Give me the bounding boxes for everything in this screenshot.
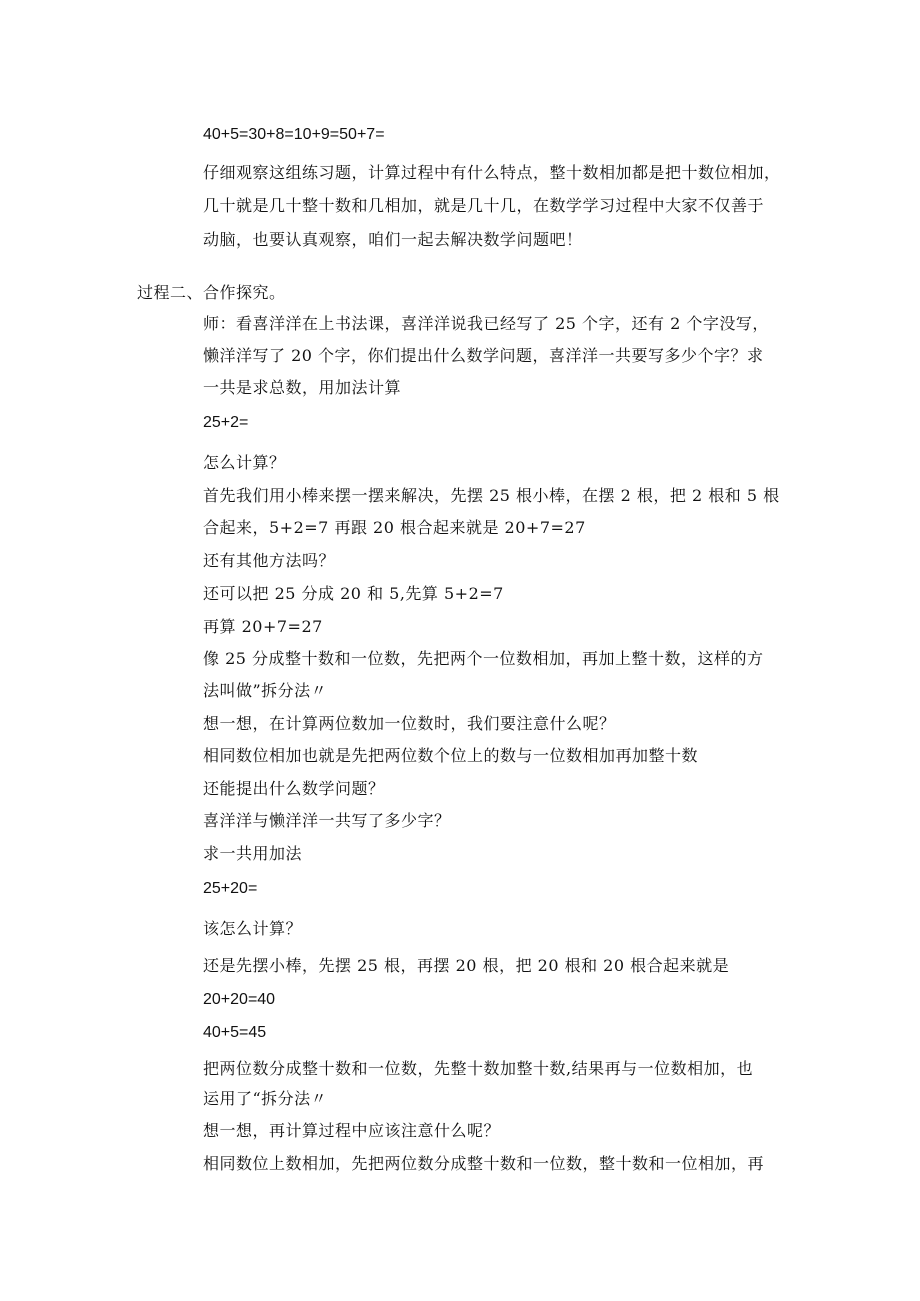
body-line: 还可以把 25 分成 20 和 5,先算 5+2=7 bbox=[203, 584, 504, 603]
intro-equations: 40+5=30+8=10+9=50+7= bbox=[203, 126, 385, 143]
body-line: 师：看喜洋洋在上书法课，喜洋洋说我已经写了 25 个字，还有 2 个字没写， bbox=[203, 314, 769, 333]
body-line: 喜洋洋与懒洋洋一共写了多少字？ bbox=[203, 811, 451, 830]
equation-line: 25+20= bbox=[203, 880, 258, 897]
body-line: 还有其他方法吗？ bbox=[203, 551, 336, 570]
body-line: 一共是求总数，用加法计算 bbox=[203, 378, 402, 397]
intro-paragraph-line-1: 仔细观察这组练习题，计算过程中有什么特点，整十数相加都是把十数位相加， bbox=[203, 163, 781, 182]
body-line: 怎么计算？ bbox=[203, 453, 286, 472]
body-line: 求一共用加法 bbox=[203, 844, 303, 863]
body-line: 相同数位相加也就是先把两位数个位上的数与一位数相加再加整十数 bbox=[203, 746, 699, 765]
body-line: 还能提出什么数学问题？ bbox=[203, 779, 385, 798]
body-line: 还是先摆小棒，先摆 25 根，再摆 20 根，把 20 根和 20 根合起来就是 bbox=[203, 956, 730, 975]
intro-paragraph-line-3: 动脑，也要认真观察，咱们一起去解决数学问题吧！ bbox=[203, 230, 583, 249]
equation-line: 40+5=45 bbox=[203, 1024, 267, 1041]
body-line: 把两位数分成整十数和一位数，先整十数加整十数,结果再与一位数相加，也 bbox=[203, 1059, 754, 1078]
equation-line: 25+2= bbox=[203, 414, 249, 431]
body-line: 想一想，再计算过程中应该注意什么呢？ bbox=[203, 1121, 501, 1140]
body-line: 像 25 分成整十数和一位数，先把两个一位数相加，再加上整十数，这样的方 bbox=[203, 649, 764, 668]
equation-line: 20+20=40 bbox=[203, 991, 276, 1008]
body-line: 懒洋洋写了 20 个字，你们提出什么数学问题，喜洋洋一共要写多少个字？求 bbox=[203, 346, 764, 365]
body-line: 想一想，在计算两位数加一位数时，我们要注意什么呢？ bbox=[203, 714, 616, 733]
section-heading: 过程二、合作探究。 bbox=[137, 283, 286, 302]
body-line: 首先我们用小棒来摆一摆来解决，先摆 25 根小棒，在摆 2 根，把 2 根和 5 根 bbox=[203, 486, 780, 505]
body-line: 运用了“拆分法〃 bbox=[203, 1089, 328, 1108]
body-line: 合起来，5+2=7 再跟 20 根合起来就是 20+7=27 bbox=[203, 518, 586, 537]
intro-paragraph-line-2: 几十就是几十整十数和几相加，就是几十几，在数学学习过程中大家不仅善于 bbox=[203, 196, 765, 215]
body-line: 相同数位上数相加，先把两位数分成整十数和一位数，整十数和一位相加，再 bbox=[203, 1154, 765, 1173]
body-line: 再算 20+7=27 bbox=[203, 617, 323, 636]
body-line: 该怎么计算？ bbox=[203, 919, 303, 938]
body-line: 法叫做”拆分法〃 bbox=[203, 681, 328, 700]
